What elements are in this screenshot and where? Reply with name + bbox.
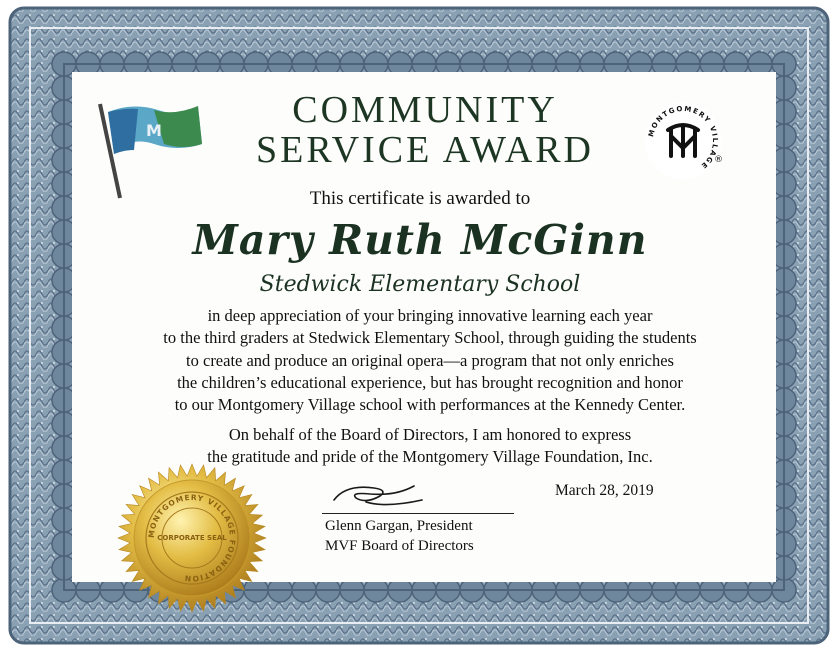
- signature: [326, 478, 436, 514]
- description-line: to our Montgomery Village school with performances at the Kennedy Center.: [174, 395, 686, 415]
- intro-text: This certificate is awarded to: [309, 188, 531, 209]
- registered-mark: ®: [714, 155, 723, 165]
- recipient-name: Mary Ruth McGinn: [192, 216, 648, 264]
- behalf-line: the gratitude and pride of the Montgomery Village Foundation, Inc.: [207, 447, 653, 466]
- title-line-2: SERVICE AWARD: [256, 129, 594, 171]
- title-line-1: COMMUNITY: [292, 89, 558, 131]
- seal-inner-text: CORPORATE SEAL: [157, 534, 227, 542]
- behalf-line: On behalf of the Board of Directors, I am honored to express: [228, 425, 632, 444]
- signature-line: [322, 513, 514, 514]
- description-line: in deep appreciation of your bringing innovative learning each year: [207, 306, 653, 325]
- award-date: March 28, 2019: [555, 482, 654, 499]
- school-name: Stedwick Elementary School: [259, 272, 581, 297]
- description-line: to the third graders at Stedwick Elementary School, through guiding the students: [163, 328, 697, 348]
- signer-name: Glenn Gargan, President: [325, 518, 473, 534]
- mv-logo-icon: [638, 96, 728, 186]
- flag-icon: [94, 96, 204, 206]
- svg-text:M: M: [146, 121, 162, 140]
- award-title: [240, 90, 610, 170]
- seal-outer-text: MONTGOMERY VILLAGE FOUNDATION: [146, 492, 238, 584]
- description-line: to create and produce an original opera—a program that not only enriches: [186, 350, 674, 370]
- emblem-ring-text: MONTGOMERY VILLAGE: [647, 104, 720, 171]
- gold-seal-icon: [114, 460, 270, 616]
- signer-block: [325, 516, 474, 556]
- description-line: the children’s educational experience, but has brought recognition and honor: [177, 372, 683, 392]
- signer-organization: MVF Board of Directors: [325, 538, 474, 554]
- award-description: [90, 305, 770, 416]
